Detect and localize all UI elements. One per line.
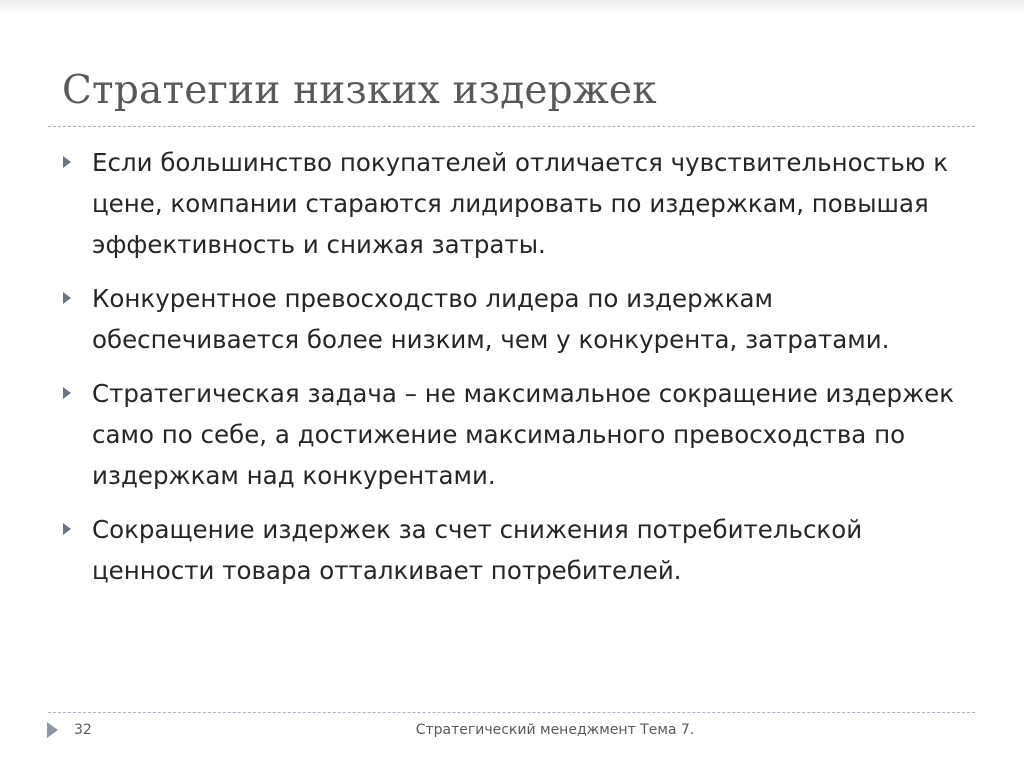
bullet-item	[62, 509, 974, 591]
triangle-bullet-icon	[63, 156, 71, 168]
bullet-item	[62, 278, 974, 360]
triangle-bullet-icon	[63, 292, 71, 304]
bullet-list	[62, 142, 974, 604]
slide-title: Стратегии низких издержек	[62, 68, 657, 113]
triangle-bullet-icon	[63, 523, 71, 535]
bullet-item	[62, 373, 974, 496]
triangle-footer-icon	[47, 722, 58, 738]
title-divider	[48, 126, 975, 127]
bullet-text: Сокращение издержек за счет снижения потребительской ценности товара отталкивает потребителей.	[92, 515, 863, 585]
bullet-text: Если большинство покупателей отличается чувствительностью к цене, компании стараются лидировать по издержкам, повышая эффективность и снижая затраты.	[92, 148, 948, 259]
bullet-text: Стратегическая задача – не максимальное сокращение издержек само по себе, а достижение максимального превосходства по издержкам над конкурентами.	[92, 379, 955, 490]
footer-divider	[48, 712, 975, 713]
bullet-text: Конкурентное превосходство лидера по издержкам обеспечивается более низким, чем у конкурента, затратами.	[92, 284, 890, 354]
triangle-bullet-icon	[63, 387, 71, 399]
bullet-item	[62, 142, 974, 265]
slide-top-shade	[0, 0, 1024, 14]
slide-number: 32	[74, 722, 92, 738]
footer-text: Стратегический менеджмент Тема 7.	[415, 722, 695, 738]
